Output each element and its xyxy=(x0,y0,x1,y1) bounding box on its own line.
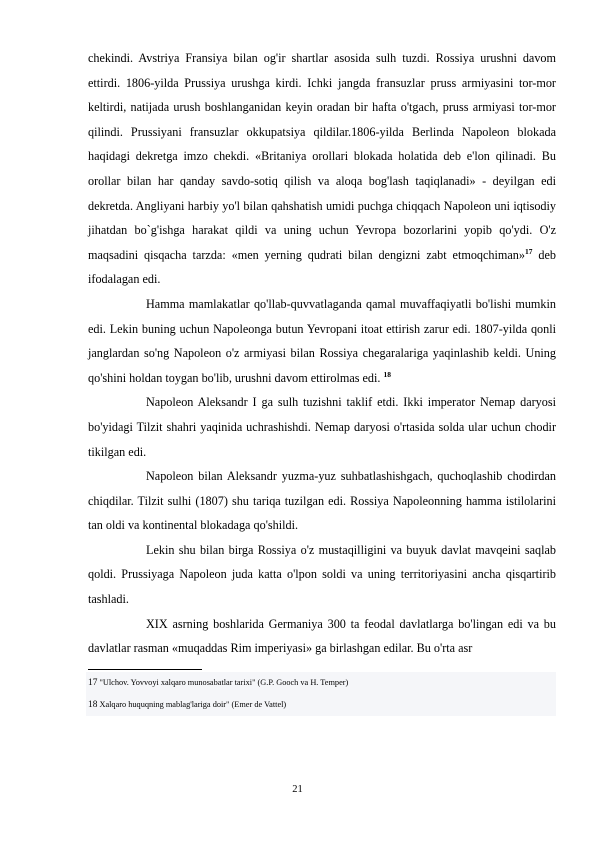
paragraph-2 xyxy=(88,292,556,390)
paragraph-4: Napoleon bilan Aleksandr yuzma-yuz suhbatlashishgach, quchoqlashib chodirdan chiqdilar. Tilzit sulhi (1807) shu tariqa tuzilgan edi. Rossiya Napoleonning hamma istilolarini tan oldi va kontinental blokadaga qo'shildi. xyxy=(88,469,556,533)
footnote-18 xyxy=(88,694,556,716)
footnote-text: Xalqaro huquqning mablag'lariga doir" (Emer de Vattel) xyxy=(99,699,287,709)
footnote-text: "Ulchov. Yovvoyi xalqaro munosabatlar tarixi" (G.P. Gooch va H. Temper) xyxy=(99,677,349,687)
footnote-separator xyxy=(88,669,202,670)
footnotes xyxy=(86,672,556,716)
paragraph-2-text: Hamma mamlakatlar qo'llab-quvvatlaganda qamal muvaffaqiyatli bo'lishi mumkin edi. Lekin buning uchun Napoleonga butun Yevropani itoat ettirish zarur edi. 1807-yilda qonli janglardan so'ng Napoleon o'z armiyasi bilan Rossiya chegaralariga yaqinlashib keldi. Uning qo'shini holdan toygan bo'lib, urushni davom ettirolmas edi. xyxy=(88,296,556,385)
paragraph-1-text: chekindi. Avstriya Fransiya bilan og'ir shartlar asosida sulh tuzdi. Rossiya urushni davom ettirdi. 1806-yilda Prussiya urushga kirdi. Ichki jangda fransuzlar pruss armiyasini tor-mor keltirdi, natijada urush boshlanganidan keyin oradan bir hafta o'tgach, pruss armiyasi tor-mor qilindi. Prussiyani fransuzlar okkupatsiya qildilar.1806-yilda Berlinda Napoleon blokada haqidagi dekretga imzo chekdi. «Britaniya orollari blokada holatida deb e'lon qilinadi. Bu orollar bilan har qanday savdo-sotiq qilish va aloqa bog'lash taqiqlanadi» - deyilgan edi dekretda. Angliyani harbiy yo'l bilan qahshatish umidi puchga chiqqach Napoleon uni iqtisodiy jihatdan bo`g'ishga harakat qildi va uning uchun Yevropa bozorlarini yopib qo'ydi. O'z maqsadini qisqacha tarzda: «men yerning qudrati bilan dengizni zabt etmoqchiman» xyxy=(88,51,556,262)
paragraph-3: Napoleon Aleksandr I ga sulh tuzishni taklif etdi. Ikki imperator Nemap daryosi bo'yidagi Tilzit shahri yaqinida uchrashishdi. Nemap daryosi o'rtasida solda ular uchun chodir tikilgan edi. xyxy=(88,395,556,459)
footnote-number: 17 xyxy=(88,677,98,688)
footnote-ref-17[interactable]: 17 xyxy=(524,246,533,256)
paragraph-1 xyxy=(88,46,556,292)
paragraph-1-tail: deb ifodalagan edi. xyxy=(88,247,556,287)
footnote-number: 18 xyxy=(88,699,98,710)
document-page xyxy=(88,46,556,716)
paragraph-6: XIX asrning boshlarida Germaniya 300 ta feodal davlatlarga bo'lingan edi va bu davlatlar rasman «muqaddas Rim imperiyasi» ga birlashgan edilar. Bu o'rta asr xyxy=(88,616,556,656)
paragraph-5: Lekin shu bilan birga Rossiya o'z mustaqilligini va buyuk davlat mavqeini saqlab qoldi. Prussiyaga Napoleon juda katta o'lpon soldi va uning territoriyasini ancha qisqartirib tashladi. xyxy=(88,542,556,607)
footnote-17 xyxy=(88,672,556,694)
page-number: 21 xyxy=(292,784,303,795)
footnote-ref-18[interactable]: 18 xyxy=(383,369,392,379)
